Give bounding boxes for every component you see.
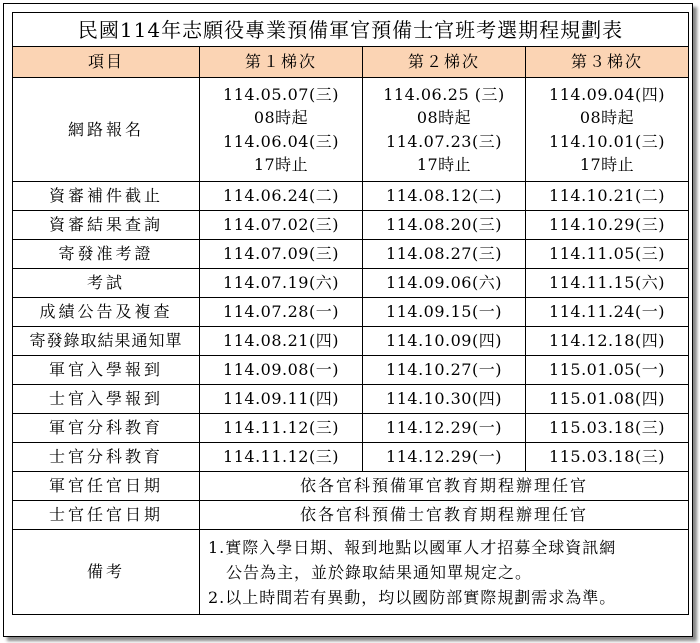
row-label: 寄發錄取結果通知單 (13, 327, 200, 356)
table-row (13, 356, 689, 385)
header-batch-3: 第３梯次 (526, 47, 689, 78)
row-date: 114.10.09(四) (363, 327, 526, 356)
row-date: 114.11.05(三) (526, 240, 689, 269)
row-date: 114.11.24(一) (526, 298, 689, 327)
schedule-table (12, 12, 689, 615)
commission-value: 依各官科預備軍官教育期程辦理任官 (200, 472, 689, 501)
row-date: 114.09.06(六) (363, 269, 526, 298)
row-date: 115.01.05(一) (526, 356, 689, 385)
row-label: 寄發准考證 (13, 240, 200, 269)
reg-start-time: 08時起 (416, 108, 472, 127)
reg-end-date: 114.06.04(三) (223, 131, 339, 151)
row-date: 114.07.09(三) (200, 240, 363, 269)
notes-text (200, 530, 689, 615)
row-date: 114.10.21(二) (526, 182, 689, 211)
note-line: 2.以上時間若有異動，均以國防部實際規劃需求為準。 (208, 587, 617, 607)
commission-row-nco (13, 501, 689, 530)
row-date: 114.10.30(四) (363, 385, 526, 414)
row-date: 114.08.21(四) (200, 327, 363, 356)
row-date: 114.08.27(三) (363, 240, 526, 269)
table-row (13, 269, 689, 298)
row-date: 114.07.28(一) (200, 298, 363, 327)
table-row (13, 211, 689, 240)
row-date: 114.06.24(二) (200, 182, 363, 211)
table-row (13, 385, 689, 414)
table-row (13, 298, 689, 327)
row-date: 114.07.19(六) (200, 269, 363, 298)
registration-row (13, 78, 689, 182)
row-date: 114.08.20(三) (363, 211, 526, 240)
row-label: 軍官分科教育 (13, 414, 200, 443)
reg-start-date: 114.09.04(四) (549, 84, 665, 104)
note-line: 公告為主，並於錄取結果通知單規定之。 (226, 562, 533, 582)
table-row (13, 240, 689, 269)
row-label: 軍官入學報到 (13, 356, 200, 385)
reg-start-time: 08時起 (579, 108, 635, 127)
row-label: 成績公告及複查 (13, 298, 200, 327)
title-row (13, 13, 689, 47)
row-label: 士官入學報到 (13, 385, 200, 414)
row-label: 考試 (13, 269, 200, 298)
row-date: 114.12.29(一) (363, 414, 526, 443)
row-date: 114.11.15(六) (526, 269, 689, 298)
row-date: 114.12.29(一) (363, 443, 526, 472)
row-label: 資審補件截止 (13, 182, 200, 211)
header-item: 項目 (13, 47, 200, 78)
registration-batch-1 (200, 78, 363, 182)
table-row (13, 327, 689, 356)
table-row (13, 182, 689, 211)
reg-end-time: 17時止 (579, 155, 635, 174)
reg-end-date: 114.07.23(三) (386, 131, 502, 151)
row-date: 114.09.08(一) (200, 356, 363, 385)
registration-batch-3 (526, 78, 689, 182)
reg-end-date: 114.10.01(三) (549, 131, 665, 151)
row-date: 114.10.27(一) (363, 356, 526, 385)
row-date: 114.12.18(四) (526, 327, 689, 356)
row-date: 114.09.15(一) (363, 298, 526, 327)
row-date: 114.09.11(四) (200, 385, 363, 414)
row-label: 資審結果查詢 (13, 211, 200, 240)
notes-row (13, 530, 689, 615)
row-label: 士官任官日期 (13, 501, 200, 530)
reg-end-time: 17時止 (416, 155, 472, 174)
reg-start-date: 114.05.07(三) (223, 84, 339, 104)
note-line: 1.實際入學日期、報到地點以國軍人才招募全球資訊網 (208, 537, 617, 557)
row-date: 115.03.18(三) (526, 414, 689, 443)
header-batch-1: 第１梯次 (200, 47, 363, 78)
table-title: 民國114年志願役專業預備軍官預備士官班考選期程規劃表 (13, 13, 689, 47)
row-date: 115.01.08(四) (526, 385, 689, 414)
row-label: 軍官任官日期 (13, 472, 200, 501)
header-batch-2: 第２梯次 (363, 47, 526, 78)
commission-row-officer (13, 472, 689, 501)
row-date: 115.03.18(三) (526, 443, 689, 472)
row-date: 114.07.02(三) (200, 211, 363, 240)
table-row (13, 443, 689, 472)
header-row (13, 47, 689, 78)
reg-end-time: 17時止 (253, 155, 309, 174)
row-date: 114.10.29(三) (526, 211, 689, 240)
row-date: 114.11.12(三) (200, 443, 363, 472)
registration-label: 網路報名 (13, 78, 200, 182)
row-date: 114.08.12(二) (363, 182, 526, 211)
row-date: 114.11.12(三) (200, 414, 363, 443)
notes-label: 備考 (13, 530, 200, 615)
row-label: 士官分科教育 (13, 443, 200, 472)
registration-batch-2 (363, 78, 526, 182)
commission-value: 依各官科預備士官教育期程辦理任官 (200, 501, 689, 530)
table-row (13, 414, 689, 443)
reg-start-time: 08時起 (253, 108, 309, 127)
reg-start-date: 114.06.25 (三) (383, 84, 505, 104)
